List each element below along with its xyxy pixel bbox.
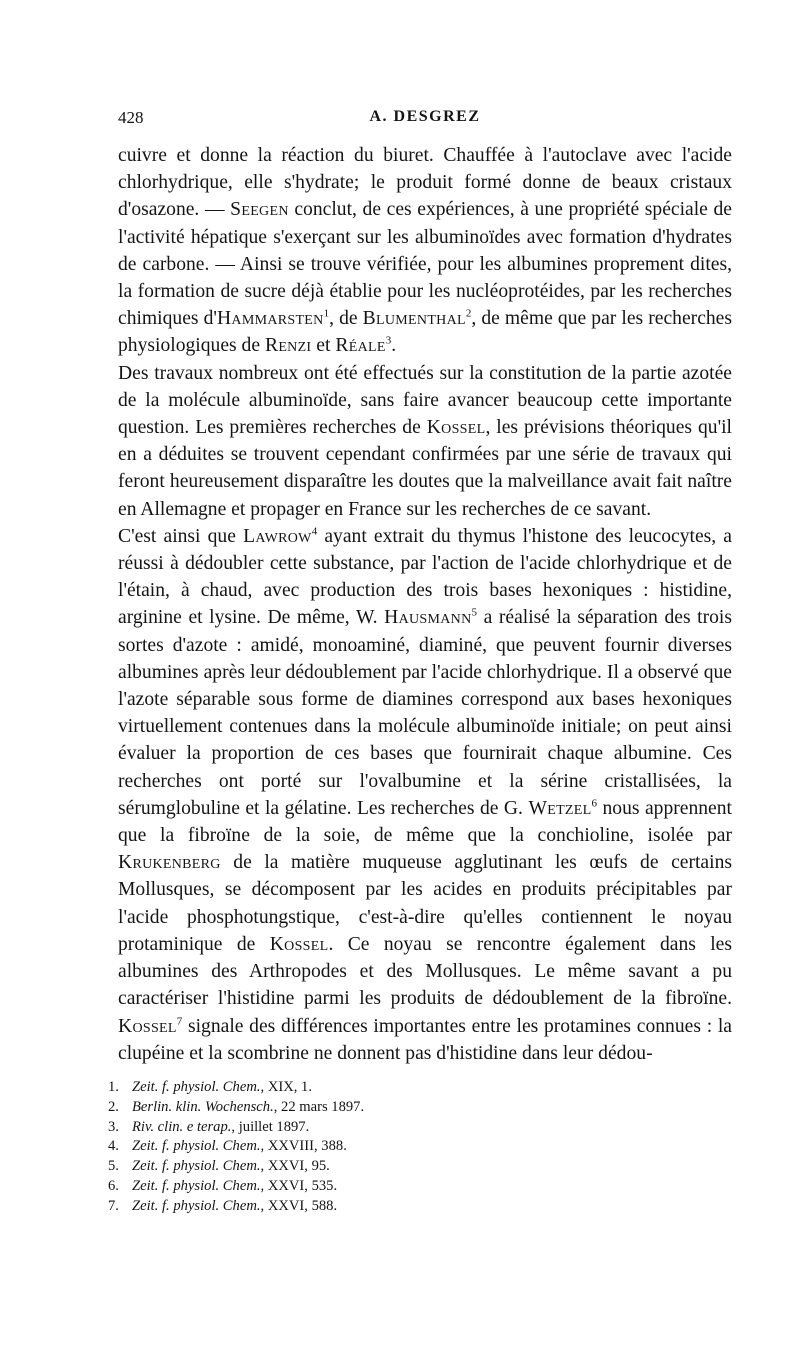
author-name: Hausmann	[384, 607, 472, 629]
author-name: Kossel	[118, 1015, 177, 1037]
paragraph-2	[118, 360, 732, 523]
paragraph-3	[118, 523, 732, 1067]
footnote-source: Riv. clin. e terap.	[132, 1118, 232, 1135]
author-name: Kossel	[269, 933, 329, 955]
author-name: Seegen	[230, 199, 289, 221]
text-run: de la matière muqueuse agglutinant les œufs de certains Mollusques, se décomposent par les acides en produits précipitables par l'acide phosphotungstique, c'est-à-dire qu'elles contiennent le noyau protaminique de	[118, 852, 732, 955]
footnote-source: Berlin. klin. Wochensch.	[132, 1098, 274, 1115]
author-name: Lawrow	[243, 525, 312, 547]
footnote	[108, 1098, 628, 1118]
footnote-ref[interactable]: 2	[465, 307, 472, 320]
body-text	[118, 142, 732, 1067]
paragraph-1	[118, 142, 732, 360]
footnote-number: 2.	[108, 1098, 119, 1115]
footnote-source: Zeit. f. physiol. Chem.	[132, 1177, 261, 1194]
text-run: C'est ainsi que	[118, 525, 244, 547]
footnote-source: Zeit. f. physiol. Chem.	[132, 1138, 261, 1155]
text-run: .	[391, 335, 397, 357]
footnote-number: 4.	[108, 1138, 119, 1155]
footnote-reference: , XXVI, 588.	[260, 1197, 338, 1214]
author-name: Blumenthal	[362, 308, 466, 330]
footnote-ref[interactable]: 1	[323, 307, 330, 320]
footnote-number: 6.	[108, 1177, 119, 1194]
footnote-number: 1.	[108, 1079, 119, 1095]
text-run: cuivre et donne la réaction du biuret. Chauffée à l'autoclave avec l'acide chlorhydrique, elle s'hydrate; le produit formé donne de beaux cristaux d'osazone. —	[118, 145, 732, 221]
author-name: Kossel	[426, 417, 486, 439]
footnote-ref[interactable]: 4	[311, 525, 318, 538]
text-run: conclut, de ces expériences, à une propriété spéciale de l'activité hépatique s'exerçant sur les albuminoïdes avec formation d'hydrates de carbone. — Ainsi se trouve vérifiée, pour les albumines proprement dites, la formation de sucre déjà établie pour les nucléoprotéides, par les recherches chimiques d'	[118, 199, 732, 330]
text-run: Des travaux nombreux ont été effectués sur la constitution de la partie azotée de la molécule albuminoïde, sans faire avancer beaucoup cette importante question. Les premières recherches de	[118, 362, 732, 439]
text-run: ayant extrait du thymus l'histone des leucocytes, a réussi à dédoubler cette substance, par l'action de l'acide chlorhydrique et de l'étain, à chaud, avec production des trois bases hexoniques : histidine, arginine et lysine. De même, W.	[118, 525, 733, 629]
footnote-reference: , juillet 1897.	[231, 1118, 310, 1135]
footnote	[108, 1197, 628, 1217]
page-number: 428	[118, 108, 144, 127]
text-run: , de même que par les recherches physiologiques de	[118, 308, 733, 357]
footnote-ref[interactable]: 3	[385, 334, 392, 347]
footnote-source: Zeit. f. physiol. Chem.	[132, 1158, 261, 1175]
text-run: signale des différences importantes entre les protamines connues : la clupéine et la scombrine ne donnent pas d'histidine dans leur dédou-	[118, 1015, 732, 1064]
text-run: , de	[329, 308, 363, 330]
footnote-reference: , XXVI, 95.	[260, 1158, 330, 1175]
footnote-ref[interactable]: 7	[176, 1014, 183, 1027]
text-run: , les prévisions théoriques qu'il en a déduites se trouvent cependant confirmées par une série de travaux qui feront heureusement disparaître les doutes que la malveillance avait fait naître en Allemagne et propager en France sur les recherches de ce savant.	[118, 417, 732, 520]
author-name: Réale	[335, 335, 386, 357]
footnote-reference: , XIX, 1.	[260, 1079, 312, 1095]
text-run: a réalisé la séparation des trois sortes d'azote : amidé, monoaminé, diaminé, que peuvent fournir diverses albumines après leur dédoublement par l'acide chlorhydrique. Il a observé que l'azote séparable sous forme de diamines correspond aux bases hexoniques virtuellement contenues dans la molécule albuminoïde initiale; on peut ainsi évaluer la proportion de ces bases que fournirait chaque albumine. Ces recherches ont porté sur l'ovalbumine et la sérine cristallisées, la sérumglobuline et la gélatine. Les recherches de G.	[118, 607, 733, 819]
footnote-number: 7.	[108, 1197, 119, 1214]
footnote-ref[interactable]: 5	[471, 606, 477, 619]
author-name: Krukenberg	[118, 852, 221, 874]
footnote	[108, 1157, 628, 1177]
footnote	[108, 1078, 628, 1098]
footnotes	[108, 1078, 628, 1217]
footnote-number: 5.	[108, 1158, 119, 1175]
footnote-number: 3.	[108, 1118, 119, 1135]
author-name: Renzi	[264, 335, 312, 357]
author-name: Hammarsten	[216, 308, 324, 330]
footnote-source: Zeit. f. physiol. Chem.	[132, 1197, 261, 1214]
footnote	[108, 1177, 628, 1197]
page-header	[118, 108, 732, 134]
text-run: . Ce noyau se rencontre également dans les albumines des Arthropodes et des Mollusques. Le même savant a pu caractériser l'histidine parmi les produits de dédoublement de la fibroïne.	[118, 933, 733, 1010]
footnote	[108, 1118, 628, 1138]
footnote-reference: , 22 mars 1897.	[273, 1098, 365, 1115]
footnote-source: Zeit. f. physiol. Chem.	[132, 1079, 261, 1095]
text-run: nous apprennent que la fibroïne de la soie, de même que la conchioline, isolée par	[118, 797, 732, 847]
footnote-reference: , XXVIII, 388.	[260, 1138, 347, 1155]
running-title: A. DESGREZ	[369, 108, 481, 125]
author-name: Wetzel	[528, 797, 592, 819]
footnote	[108, 1137, 628, 1157]
text-run: et	[311, 335, 336, 357]
footnote-reference: , XXVI, 535.	[260, 1177, 338, 1194]
footnote-ref[interactable]: 6	[591, 797, 597, 810]
